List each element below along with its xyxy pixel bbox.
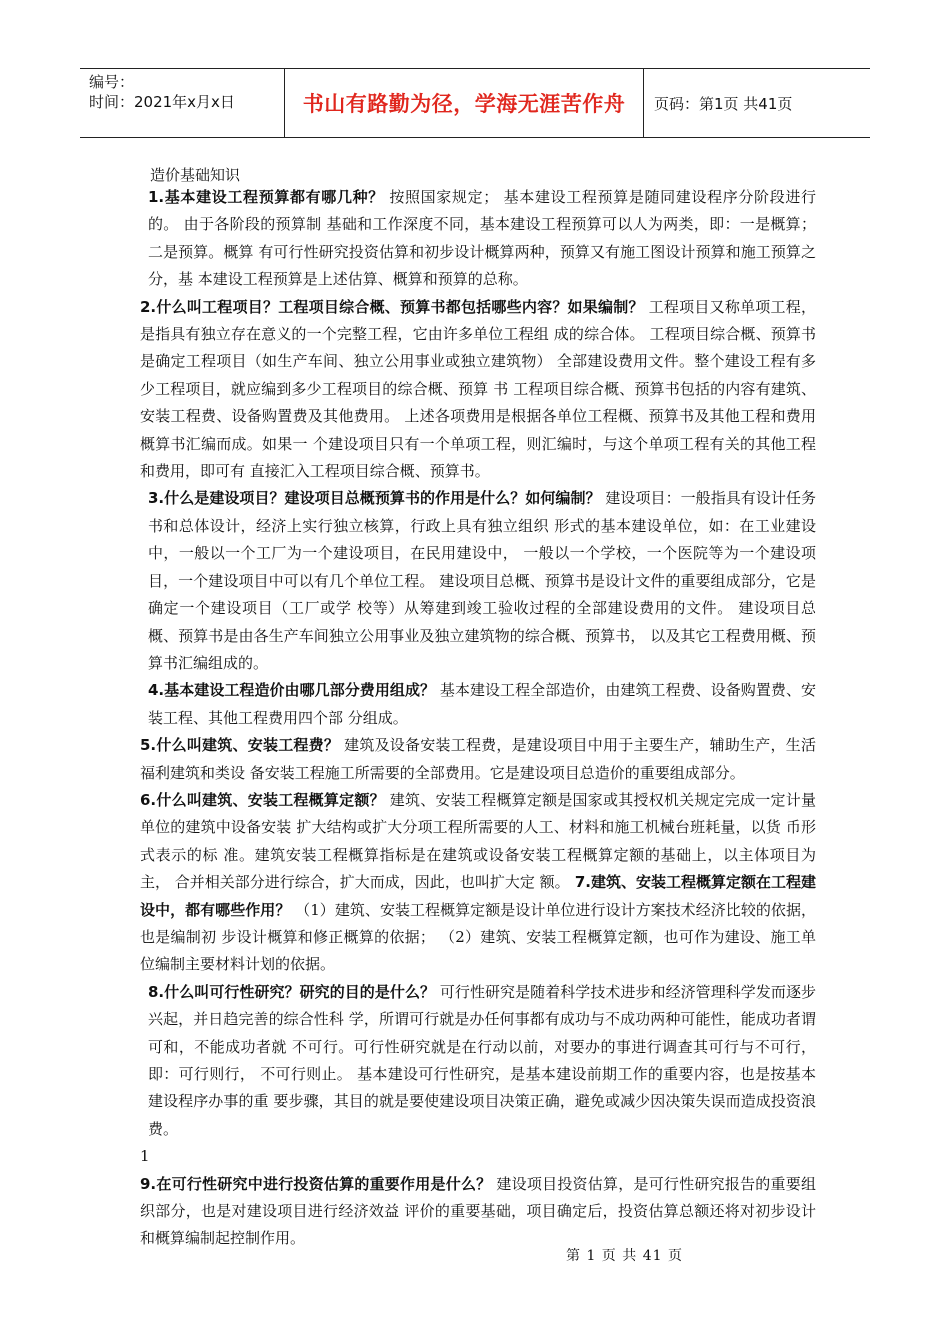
answer-6: 建筑、安装工程概算定额是国家或其授权机关规定完成一定计量单位的建筑中设备安装 扩大结构或扩大分项工程所需要的人工、材料和施工机械台班耗量，以货 币形式表示的标 准。建筑安装工程概算指标是在建筑或设备安装工程概算定额的基础上，以主体项目为主， 合并相关部分进行综合，扩大而成，因此，也叫扩大定 额。 xyxy=(140,790,816,892)
paragraph-q8 xyxy=(140,979,816,1143)
question-4: 4.基本建设工程造价由哪几部分费用组成？ xyxy=(148,681,436,700)
question-6: 6.什么叫建筑、安装工程概算定额？ xyxy=(140,790,385,809)
time-label: 时间：2021年x月x日 xyxy=(89,93,235,111)
answer-9: 建设项目投资估算，是可行性研究报告的重要组织部分，也是对建设项目进行经济效益 评价的重要基础，项目确定后，投资估算总额还将对初步设计和概算编制起控制作用。 xyxy=(140,1174,816,1248)
answer-5: 建筑及设备安装工程费，是建设项目中用于主要生产，辅助生产，生活福利建筑和类设 备安装工程施工所需要的全部费用。它是建设项目总造价的重要组成部分。 xyxy=(140,736,816,782)
answer-8: 可行性研究是随着科学技术进步和经济管理科学发而逐步兴起，并日趋完善的综合性科 学，所谓可行就是办任何事都有成功与不成功两种可能性，能成功者谓可和，不能成功者就 不可行。可行性研究就是在行动以前，对要办的事进行调查其可行与不可行，即：可行则行， 不可行则止。 基本建设可行性研究，是基本建设前期工作的重要内容，也是按基本建设程序办事的重 要步骤，其目的就是要使建设项目决策正确，避免或减少因决策失误而造成投资浪费。 xyxy=(148,982,816,1138)
document-body xyxy=(140,184,816,1253)
paragraph-q3 xyxy=(140,485,816,677)
paragraph-q5 xyxy=(140,732,816,787)
paragraph-q2 xyxy=(140,294,816,486)
answer-3: 建设项目：一般指具有设计任务书和总体设计，经济上实行独立核算，行政上具有独立组织 形式的基本建设单位，如：在工业建设中，一般以一个工厂为一个建设项目，在民用建设中， 一般以一个学校，一个医院等为一个建设项目，一个建设项目中可以有几个单位工程。 建设项目总概、预算书是设计文件的重要组成部分，它是确定一个建设项目（工厂或学 校等）从筹建到竣工验收过程的全部建设费用的文件。 建设项目总概、预算书是由各生产车间独立公用事业及独立建筑物的综合概、预算书， 以及其它工程费用概、预算书汇编组成的。 xyxy=(148,489,816,672)
page-footer: 第 1 页 共 41 页 xyxy=(566,1248,683,1264)
paragraph-q4 xyxy=(140,677,816,732)
document-title: 造价基础知识 xyxy=(150,166,241,184)
answer-1: 按照国家规定； 基本建设工程预算是随同建设程序分阶段进行的。 由于各阶段的预算制 基础和工作深度不同，基本建设工程预算可以人为两类，即：一是概算； 二是预算。概算 有可行性研究投资估算和初步设计概算两种，预算又有施工图设计预算和施工预算之分，基 本建设工程预算是上述估算、概算和预算的总称。 xyxy=(148,188,817,289)
paragraph-q6 xyxy=(140,787,816,979)
question-2: 2.什么叫工程项目？工程项目综合概、预算书都包括哪些内容？如果编制？ xyxy=(140,297,644,316)
page-info: 页码：第1页 共41页 xyxy=(654,94,793,113)
question-9: 9.在可行性研究中进行投资估算的重要作用是什么？ xyxy=(140,1174,492,1193)
answer-4: 基本建设工程全部造价，由建筑工程费、设备购置费、安装工程、其他工程费用四个部 分组成。 xyxy=(148,681,816,727)
question-7: 7.建筑、安装工程概算定额在工程建设中，都有哪些作用？ xyxy=(140,873,817,919)
answer-2: 工程项目又称单项工程，是指具有独立存在意义的一个完整工程，它由许多单位工程组 成的综合体。 工程项目综合概、预算书是确定工程项目（如生产车间、独立公用事业或独立建筑物） 全部建设费用文件。整个建设工程有多少工程项目，就应编到多少工程项目的综合概、预算 书 工程项目综合概、预算书包括的内容有建筑、安装工程费、设备购置费及其他费用。 上述各项费用是根据各单位工程概、预算书及其他工程和费用概算书汇编而成。如果一 个建设项目只有一个单项工程，则汇编时，与这个单项工程有关的其他工程和费用，即可有 直接汇入工程项目综合概、预算书。 xyxy=(140,297,816,481)
header-left-cell xyxy=(80,69,285,137)
inline-page-number: 1 xyxy=(140,1147,150,1166)
question-8: 8.什么叫可行性研究？研究的目的是什么？ xyxy=(148,982,436,1001)
question-5: 5.什么叫建筑、安装工程费？ xyxy=(140,736,340,755)
question-3: 3.什么是建设项目？建设项目总概预算书的作用是什么？如何编制？ xyxy=(148,489,601,508)
paragraph-q1 xyxy=(140,184,816,294)
question-1: 1.基本建设工程预算都有哪几种？ xyxy=(148,188,384,206)
header-table xyxy=(80,68,870,138)
answer-7: （1）建筑、安装工程概算定额是设计单位进行设计方案技术经济比较的依据，也是编制初 步设计概算和修正概算的依据； （2）建筑、安装工程概算定额，也可作为建设、施工单位编制主要材料计划的依据。 xyxy=(140,900,816,974)
paragraph-q9 xyxy=(140,1171,816,1253)
motto: 书山有路勤为径，学海无涯苦作舟 xyxy=(285,69,644,137)
number-label: 编号： xyxy=(89,73,135,91)
